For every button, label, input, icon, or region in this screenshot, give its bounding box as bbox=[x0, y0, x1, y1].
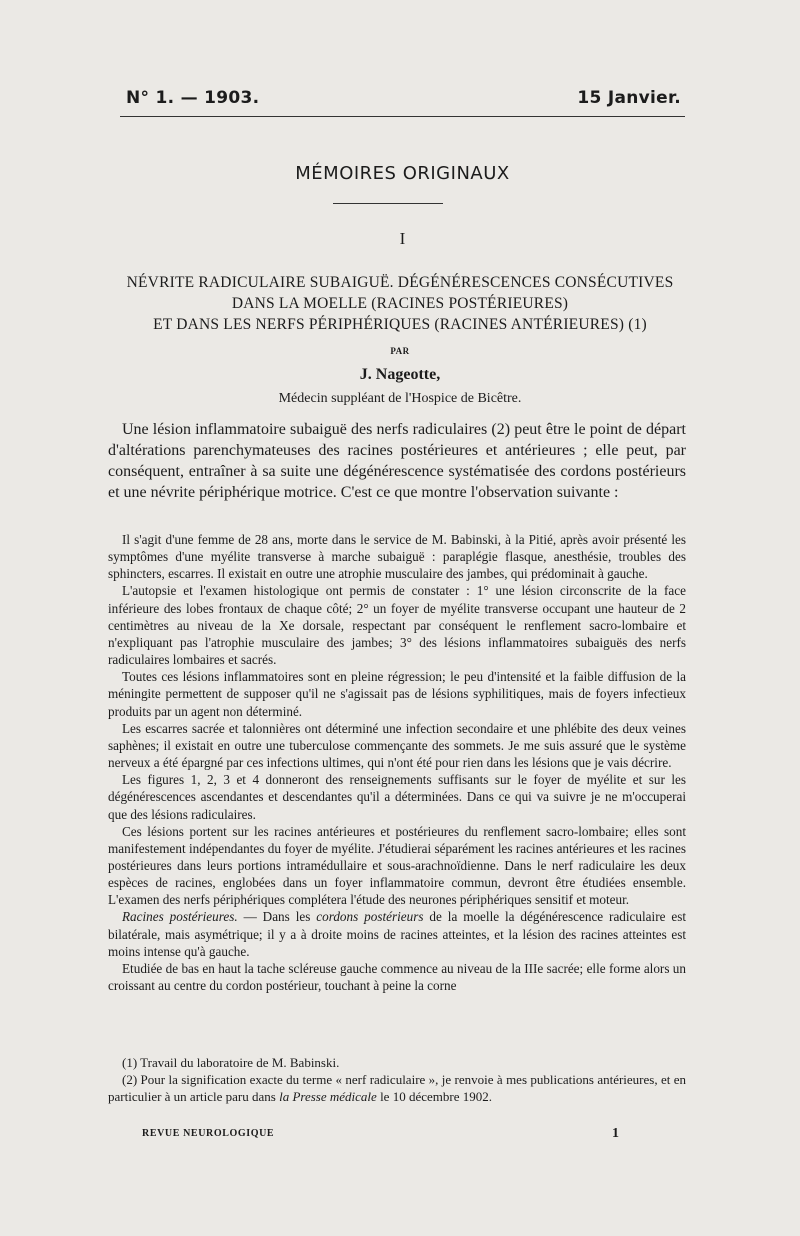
article-title-line: ET DANS LES NERFS PÉRIPHÉRIQUES (RACINES ANTÉRIEURES) (1) bbox=[153, 316, 647, 333]
title-divider bbox=[333, 203, 443, 204]
footnote-1: (1) Travail du laboratoire de M. Babinski. bbox=[122, 1055, 340, 1070]
issue-number: N° 1. — 1903. bbox=[126, 88, 260, 108]
paragraph: Etudiée de bas en haut la tache scléreuse gauche commence au niveau de la IIIe sacrée; elle forme alors un croissant au centre du cordon postérieur, touchant à peine la corne bbox=[108, 960, 686, 994]
paragraph-text: de la moelle la dégénérescence radiculaire est bilatérale, mais asymétrique; il y a à droite moins de racines atteintes, et la lésion des racines atteintes est moins intense qu'à gauche. bbox=[108, 909, 686, 959]
author-name: J. Nageotte, bbox=[359, 366, 441, 383]
paragraph: Les figures 1, 2, 3 et 4 donneront des renseignements suffisants sur le foyer de myélite et sur les dégénérescences ascendantes et descendantes qu'il a déterminées. Dans ce qui va suivre je ne m'occuperai que des lésions radiculaires. bbox=[108, 772, 686, 822]
lead-paragraph bbox=[108, 419, 686, 503]
article-body bbox=[108, 531, 686, 994]
article-title bbox=[80, 272, 720, 335]
paragraph: Il s'agit d'une femme de 28 ans, morte dans le service de M. Babinski, à la Pitié, après avoir présenté les symptômes d'une myélite transverse à marche subaiguë : paraplégie flasque, anesthésie, troubles des sphincters, escarres. Il existait en outre une atrophie musculaire des jambes, qui prédominait à gauche. bbox=[108, 532, 686, 582]
emphasis-term: cordons postérieurs bbox=[316, 909, 424, 925]
running-header bbox=[120, 86, 685, 117]
footnotes bbox=[108, 1054, 686, 1105]
paragraph bbox=[108, 908, 686, 959]
footnote-emphasis: la Presse médicale bbox=[279, 1089, 377, 1104]
paragraph: L'autopsie et l'examen histologique ont permis de constater : 1° une lésion circonscrite de la face inférieure des lobes frontaux de chaque côté; 2° un foyer de myélite transverse occupant une hauteur de 2 centimètres au niveau de la Xe dorsale, respectant par conséquent le renflement sacro-lombaire et n'expliquant pas l'atrophie musculaire des jambes; 3° des lésions inflammatoires subaiguës des nerfs radiculaires lombaires et sacrés. bbox=[108, 583, 686, 668]
subsection-heading: Racines postérieures. bbox=[122, 909, 238, 925]
by-label: PAR bbox=[390, 346, 410, 356]
footnote-2 bbox=[108, 1071, 686, 1105]
footnote-text: le 10 décembre 1902. bbox=[376, 1089, 492, 1104]
section-title: MÉMOIRES ORIGINAUX bbox=[295, 163, 510, 184]
issue-date: 15 Janvier. bbox=[577, 88, 681, 108]
author-affiliation: Médecin suppléant de l'Hospice de Bicêtre. bbox=[278, 391, 522, 406]
journal-name: REVUE NEUROLOGIQUE bbox=[142, 1128, 275, 1139]
paragraph: Toutes ces lésions inflammatoires sont en pleine régression; le peu d'intensité et la faible diffusion de la méningite permettent de supposer qu'il ne s'agissait pas de lésions syphilitiques, mais de foyers infectieux produits par un agent non déterminé. bbox=[108, 669, 686, 719]
paragraph: Ces lésions portent sur les racines antérieures et postérieures du renflement sacro-lombaire; elles sont manifestement indépendantes du foyer de myélite. J'étudierai séparément les racines antérieures et les racines postérieures dans leurs portions intramédullaire et sous-arachnoïdienne. Dans le nerf radiculaire les deux espèces de racines, englobées dans un foyer inflammatoire commun, devront être étudiées ensemble. L'examen des nerfs périphériques complétera l'étude des neurones périphériques sensitif et moteur. bbox=[108, 823, 686, 908]
paragraph: Une lésion inflammatoire subaiguë des nerfs radiculaires (2) peut être le point de départ d'altérations parenchymateuses des racines postérieures et antérieures ; elle peut, par conséquent, entraîner à sa suite une dégénérescence systématisée des cordons postérieurs et une névrite périphérique motrice. C'est ce que montre l'observation suivante : bbox=[108, 421, 686, 501]
footnote-text: (2) Pour la signification exacte du terme « nerf radiculaire », je renvoie à mes publications antérieures, et en particulier à un article paru dans bbox=[108, 1072, 686, 1104]
paragraph: Les escarres sacrée et talonnières ont déterminé une infection secondaire et une phlébite des deux veines saphènes; il existait en outre une tuberculose commençante des sommets. Je me suis assuré que le système nerveux a été épargné par ces infections ultimes, qui n'ont été pour rien dans les lésions que je vais décrire. bbox=[108, 720, 686, 771]
page-number: 1 bbox=[612, 1126, 619, 1141]
article-number: I bbox=[399, 229, 406, 248]
article-title-line: DANS LA MOELLE (RACINES POSTÉRIEURES) bbox=[231, 295, 569, 312]
article-title-line: NÉVRITE RADICULAIRE SUBAIGUË. DÉGÉNÉRESCENCES CONSÉCUTIVES bbox=[126, 274, 674, 291]
paragraph-text: — Dans les bbox=[237, 909, 317, 925]
